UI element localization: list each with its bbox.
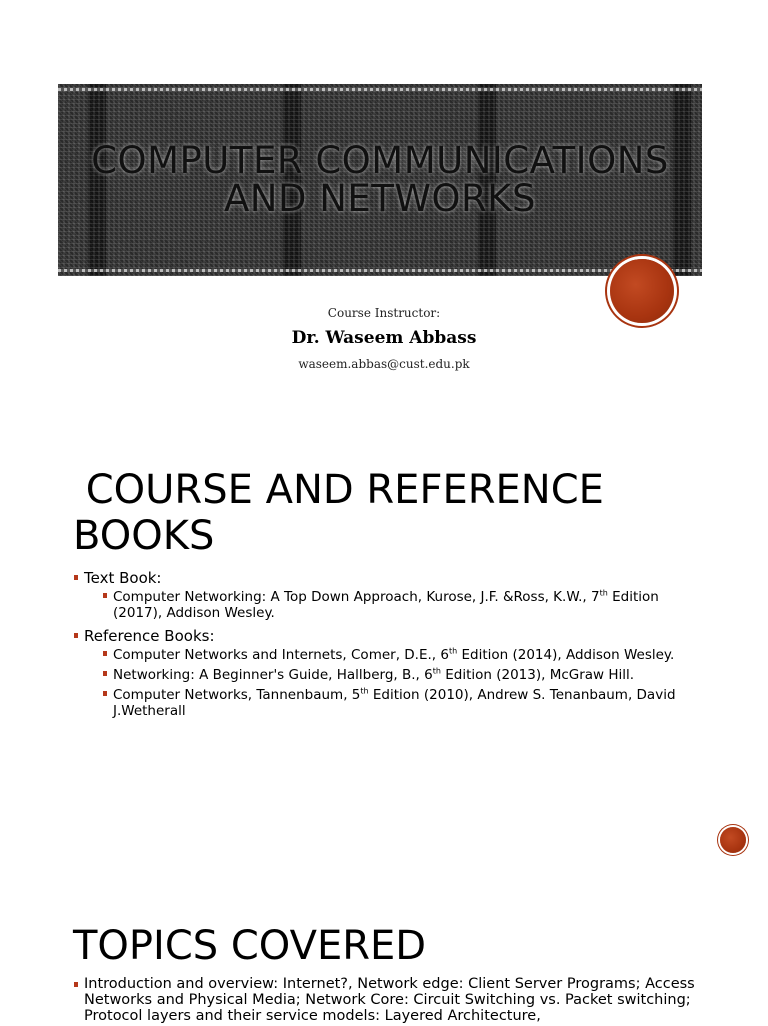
- instructor-email: waseem.abbas@cust.edu.pk: [298, 357, 470, 371]
- text-book-label: Text Book:: [84, 569, 162, 587]
- text-book-list: [84, 589, 702, 621]
- title-line-2: AND NETWORKS: [223, 177, 537, 220]
- list-item: [72, 569, 702, 621]
- decorative-circle-badge-small: [720, 827, 746, 853]
- presentation-title: [58, 139, 702, 220]
- reference-books-label: Reference Books:: [84, 627, 215, 645]
- books-heading: [73, 467, 604, 559]
- topics-list: [72, 976, 712, 1026]
- books-list: [72, 569, 702, 725]
- instructor-label: Course Instructor:: [327, 306, 441, 320]
- books-heading-line-1: COURSE AND REFERENCE: [85, 467, 604, 513]
- list-item: Computer Networking: A Top Down Approach, Kurose, J.F. &Ross, K.W., 7th Edition (2017), Addison Wesley.: [84, 589, 702, 621]
- list-item: Networking: A Beginner's Guide, Hallberg, B., 6th Edition (2013), McGraw Hill.: [84, 667, 702, 683]
- books-heading-line-2: BOOKS: [73, 513, 215, 559]
- list-item: Introduction and overview: Internet?, Network edge: Client Server Programs; Access Networks and Physical Media; Network Core: Circuit Switching vs. Packet switching; Protocol layers and their service models: Layered Architecture,: [72, 976, 712, 1024]
- reference-book-list: [84, 647, 702, 719]
- list-item: [72, 627, 702, 719]
- title-line-1: COMPUTER COMMUNICATIONS: [91, 139, 669, 182]
- topics-heading: TOPICS COVERED: [73, 923, 427, 969]
- instructor-name: Dr. Waseem Abbass: [291, 328, 477, 348]
- list-item: Computer Networks, Tannenbaum, 5th Edition (2010), Andrew S. Tenanbaum, David J.Wetherall: [84, 687, 702, 719]
- list-item: Computer Networks and Internets, Comer, D.E., 6th Edition (2014), Addison Wesley.: [84, 647, 702, 663]
